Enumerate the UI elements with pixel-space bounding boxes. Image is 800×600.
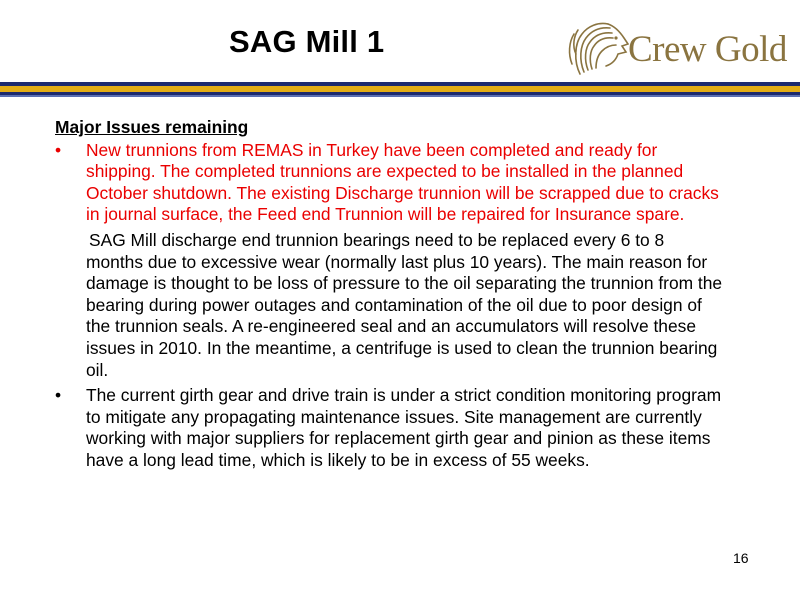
bullet-item-trunnions [55, 140, 725, 226]
page-number: 16 [733, 550, 749, 566]
slide-body [55, 117, 725, 472]
lion-head-icon [566, 14, 632, 80]
logo-text: Crew Gold [628, 29, 787, 70]
bullet-item-girth-gear [55, 385, 725, 471]
header-band-blue [0, 95, 800, 97]
slide-title: SAG Mill 1 [229, 24, 385, 59]
bullet-text: The current girth gear and drive train is under a strict condition monitoring program to mitigate any propagating maintenance issues. Site management are currently working with major suppliers for replacement girth gear and pinion as these items have a long lead time, which is likely to be in excess of 55 weeks. [86, 385, 722, 470]
crew-gold-logo [566, 14, 786, 84]
bullet-marker: • [55, 385, 62, 406]
bullet-text: New trunnions from REMAS in Turkey have been completed and ready for shipping. The completed trunnions are expected to be installed in the planned October shutdown. The existing Discharge trunnion will be scrapped due to cracks in journal surface, the Feed end Trunnion will be repaired for Insurance spare. [86, 139, 719, 225]
bearing-paragraph: SAG Mill discharge end trunnion bearings need to be replaced every 6 to 8 months due to excessive wear (normally last plus 10 years). The main reason for damage is thought to be loss of pressure to the oil separating the trunnion from the bearing during power outages and contamination of the oil due to poor design of the trunnion seals. A re-engineered seal and an accumulators will resolve these issues in 2010. In the meantime, a centrifuge is used to clean the trunnion bearing oil. [86, 229, 723, 380]
bullet-marker: • [55, 139, 62, 160]
section-heading: Major Issues remaining [55, 117, 249, 137]
